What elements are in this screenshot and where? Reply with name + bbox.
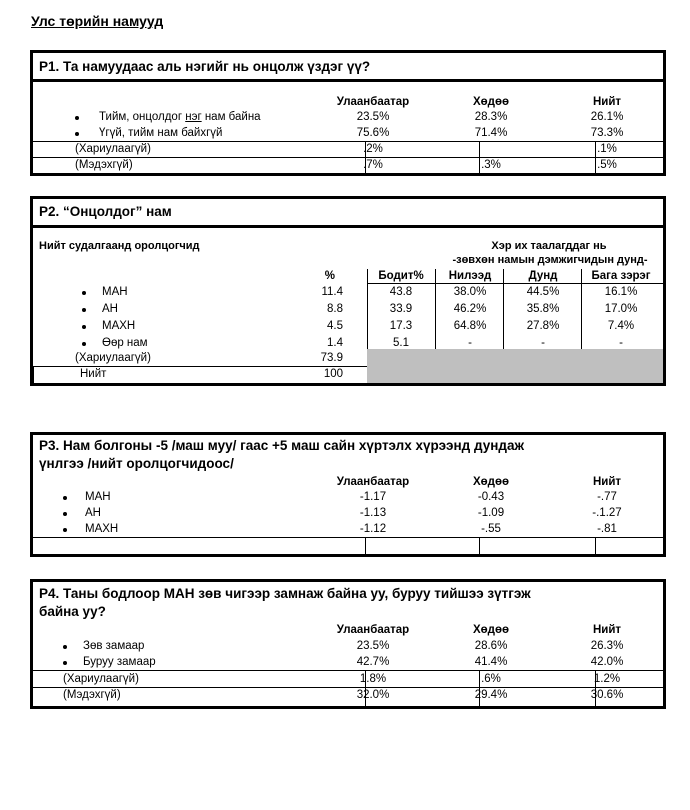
p2-row-label: Өөр нам bbox=[102, 337, 148, 349]
p2-cell: 100 bbox=[323, 368, 343, 380]
p2-title-divider bbox=[33, 225, 663, 228]
p1-cell: .1% bbox=[597, 143, 617, 155]
p2-group-header-sub: -зөвхөн намын дэмжигчидын дунд- bbox=[452, 254, 648, 266]
p2-col-header: Нилээд bbox=[448, 270, 492, 282]
p3-cell: -.55 bbox=[481, 523, 501, 535]
p2-col-divider bbox=[581, 269, 582, 349]
p2-group-header: Хэр их таалагддаг нь bbox=[491, 240, 607, 252]
p4-col-header: Хөдөө bbox=[472, 624, 510, 636]
p4-section bbox=[30, 579, 666, 709]
p4-title: P4. Таны бодлоор МАН зөв чигээр замнаж байна уу, буруу тийшээ зүтгэж bbox=[39, 586, 531, 601]
p2-header-divider bbox=[367, 283, 663, 284]
p3-title: үнлгээ /нийт оролцогчидоос/ bbox=[39, 456, 234, 471]
p2-row-label: (Хариулаагүй) bbox=[75, 352, 151, 364]
p4-cell: .6% bbox=[481, 673, 501, 685]
p2-col-header: Бодит% bbox=[378, 270, 424, 282]
p2-row-label: МАН bbox=[102, 286, 128, 298]
p4-cell: 32.0% bbox=[356, 689, 390, 701]
p2-row-label: АН bbox=[102, 303, 118, 315]
p2-shaded-block bbox=[367, 349, 663, 383]
p3-row-label: АН bbox=[85, 507, 101, 519]
p4-cell: 42.7% bbox=[356, 656, 390, 668]
bullet-icon bbox=[82, 291, 86, 295]
p1-cell: .7% bbox=[363, 159, 383, 171]
p3-cell: -1.12 bbox=[359, 523, 387, 535]
bullet-icon bbox=[63, 512, 67, 516]
p2-col-header: % bbox=[324, 270, 335, 282]
bullet-icon bbox=[63, 528, 67, 532]
p1-row-label: Тийм, онцолдог нэг нам байна bbox=[99, 111, 261, 123]
p2-cell: 11.4 bbox=[321, 286, 343, 298]
p3-row-divider bbox=[33, 537, 663, 538]
p4-row-divider bbox=[33, 670, 663, 671]
bullet-icon bbox=[63, 661, 67, 665]
p2-col-divider bbox=[33, 366, 34, 383]
p1-cell: .3% bbox=[481, 159, 501, 171]
p2-cell: 5.1 bbox=[393, 337, 409, 349]
p2-cell: 4.5 bbox=[327, 320, 343, 332]
p4-row-label: (Хариулаагүй) bbox=[63, 673, 139, 685]
p3-cell: -1.13 bbox=[359, 507, 387, 519]
p3-col-divider bbox=[595, 537, 596, 554]
p2-cell: - bbox=[541, 337, 545, 349]
p3-cell: -.77 bbox=[597, 491, 617, 503]
p2-cell: 44.5% bbox=[526, 286, 560, 298]
p2-section bbox=[30, 196, 666, 386]
p2-row-label: Нийт bbox=[80, 368, 107, 380]
bullet-icon bbox=[82, 325, 86, 329]
p2-cell: 64.8% bbox=[453, 320, 487, 332]
p4-row-label: Зөв замаар bbox=[83, 640, 145, 652]
p1-cell: 28.3% bbox=[474, 111, 508, 123]
p4-cell: 30.6% bbox=[590, 689, 624, 701]
p3-row-label: МАХН bbox=[85, 523, 119, 535]
p4-cell: 41.4% bbox=[474, 656, 508, 668]
p3-cell: -0.43 bbox=[477, 491, 505, 503]
p1-col-header: Хөдөө bbox=[472, 96, 510, 108]
p3-row-label: МАН bbox=[85, 491, 111, 503]
p2-cell: - bbox=[468, 337, 472, 349]
p4-col-header: Нийт bbox=[592, 624, 622, 636]
p1-col-header: Улаанбаатар bbox=[336, 96, 410, 108]
p2-col-header: Дунд bbox=[528, 270, 558, 282]
p3-col-header: Хөдөө bbox=[472, 476, 510, 488]
p4-cell: 23.5% bbox=[356, 640, 390, 652]
p2-cell: 35.8% bbox=[526, 303, 560, 315]
p2-title: P2. “Онцолдог” нам bbox=[39, 204, 172, 219]
p2-cell: 17.0% bbox=[604, 303, 638, 315]
p2-row-label: МАХН bbox=[102, 320, 136, 332]
p2-cell: 33.9 bbox=[389, 303, 413, 315]
p1-section bbox=[30, 50, 666, 176]
p3-cell: -.81 bbox=[597, 523, 617, 535]
p4-cell: 1.2% bbox=[593, 673, 621, 685]
p1-cell: .5% bbox=[597, 159, 617, 171]
p4-cell: 42.0% bbox=[590, 656, 624, 668]
p2-col-divider bbox=[503, 269, 504, 349]
p4-title: байна уу? bbox=[39, 604, 106, 619]
p3-col-header: Улаанбаатар bbox=[336, 476, 410, 488]
p4-cell: 28.6% bbox=[474, 640, 508, 652]
p2-cell: 38.0% bbox=[453, 286, 487, 298]
p3-cell: -.1.27 bbox=[592, 507, 622, 519]
bullet-icon bbox=[75, 116, 79, 120]
p2-cell: 43.8 bbox=[389, 286, 413, 298]
bullet-icon bbox=[63, 645, 67, 649]
bullet-icon bbox=[82, 342, 86, 346]
p1-row-label: (Мэдэхгүй) bbox=[75, 159, 133, 171]
p4-cell: 29.4% bbox=[474, 689, 508, 701]
p2-cell: 73.9 bbox=[320, 352, 343, 364]
p2-cell: 8.8 bbox=[327, 303, 343, 315]
p1-title-divider bbox=[33, 79, 663, 82]
p3-section bbox=[30, 432, 666, 557]
p1-title: P1. Та намуудаас аль нэгийг нь онцолж үздэг үү? bbox=[39, 59, 371, 74]
bullet-icon bbox=[82, 308, 86, 312]
p1-cell: .2% bbox=[363, 143, 383, 155]
p1-row-label: (Хариулаагүй) bbox=[75, 143, 151, 155]
p2-col-header: Бага зэрэг bbox=[591, 270, 651, 282]
p4-row-label: (Мэдэхгүй) bbox=[63, 689, 121, 701]
p2-cell: 27.8% bbox=[526, 320, 560, 332]
p2-cell: - bbox=[619, 337, 623, 349]
p3-cell: -1.09 bbox=[477, 507, 505, 519]
p4-cell: 26.3% bbox=[590, 640, 624, 652]
p1-cell: 73.3% bbox=[590, 127, 624, 139]
p2-left-label: Нийт судалгаанд оролцогчид bbox=[39, 240, 200, 252]
p3-title: P3. Нам болгоны -5 /маш муу/ гаас +5 маш сайн хүртэлх хүрээнд дундаж bbox=[39, 438, 525, 453]
p2-cell: 46.2% bbox=[453, 303, 487, 315]
bullet-icon bbox=[75, 132, 79, 136]
p2-cell: 17.3 bbox=[389, 320, 413, 332]
p4-col-header: Улаанбаатар bbox=[336, 624, 410, 636]
bullet-icon bbox=[63, 496, 67, 500]
p3-col-header: Нийт bbox=[592, 476, 622, 488]
p2-col-divider bbox=[435, 269, 436, 349]
page-heading: Улс төрийн намууд bbox=[31, 13, 164, 29]
p1-row-label: Үгүй, тийм нам байхгүй bbox=[99, 127, 223, 139]
p4-cell: 1.8% bbox=[359, 673, 387, 685]
p1-cell: 23.5% bbox=[356, 111, 390, 123]
p2-cell: 16.1% bbox=[604, 286, 638, 298]
p2-cell: 7.4% bbox=[607, 320, 635, 332]
p1-cell: 75.6% bbox=[356, 127, 390, 139]
p1-cell: 71.4% bbox=[474, 127, 508, 139]
p2-cell: 1.4 bbox=[327, 337, 343, 349]
p3-col-divider bbox=[365, 537, 366, 554]
p4-row-label: Буруу замаар bbox=[83, 656, 156, 668]
p1-cell: 26.1% bbox=[590, 111, 624, 123]
p3-cell: -1.17 bbox=[359, 491, 387, 503]
p2-col-divider bbox=[367, 269, 368, 349]
p3-col-divider bbox=[479, 537, 480, 554]
p1-col-header: Нийт bbox=[592, 96, 622, 108]
